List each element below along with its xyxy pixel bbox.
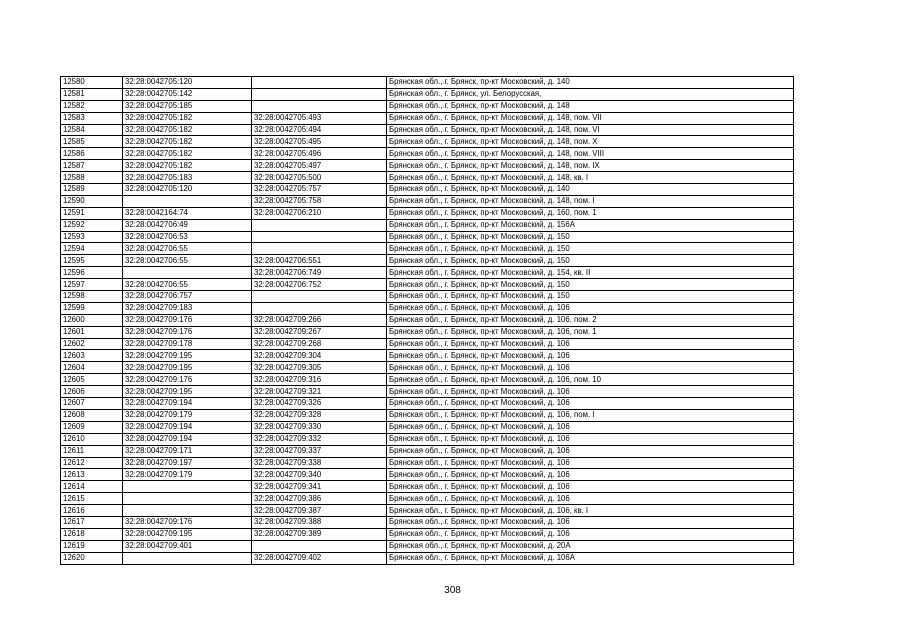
address-cell: Брянская обл., г. Брянск, пр-кт Московский, д. 106 <box>387 457 794 469</box>
table-row <box>61 457 794 469</box>
table-row <box>61 136 794 148</box>
table-row <box>61 552 794 564</box>
row-number-cell: 12610 <box>61 433 123 445</box>
land-cadastral-number-cell: 32:28:0042706:49 <box>123 219 252 231</box>
row-number-cell: 12616 <box>61 505 123 517</box>
land-cadastral-number-cell <box>123 195 252 207</box>
address-cell: Брянская обл., г. Брянск, пр-кт Московский, д. 106, пом. 1 <box>387 326 794 338</box>
land-cadastral-number-cell: 32:28:0042705:142 <box>123 88 252 100</box>
table-row <box>61 231 794 243</box>
address-cell: Брянская обл., г. Брянск, пр-кт Московский, д. 106, пом. I <box>387 409 794 421</box>
object-cadastral-number-cell: 32:28:0042705:757 <box>252 184 387 196</box>
address-cell: Брянская обл., г. Брянск, пр-кт Московский, д. 148, пом. X <box>387 136 794 148</box>
object-cadastral-number-cell: 32:28:0042705:496 <box>252 148 387 160</box>
object-cadastral-number-cell: 32:28:0042706:752 <box>252 279 387 291</box>
object-cadastral-number-cell: 32:28:0042705:758 <box>252 195 387 207</box>
land-cadastral-number-cell: 32:28:0042709:195 <box>123 386 252 398</box>
land-cadastral-number-cell: 32:28:0042705:182 <box>123 160 252 172</box>
object-cadastral-number-cell: 32:28:0042709:341 <box>252 481 387 493</box>
land-cadastral-number-cell: 32:28:0042705:185 <box>123 100 252 112</box>
object-cadastral-number-cell: 32:28:0042705:500 <box>252 172 387 184</box>
address-cell: Брянская обл., г. Брянск, пр-кт Московский, д. 106 <box>387 528 794 540</box>
object-cadastral-number-cell: 32:28:0042706:749 <box>252 267 387 279</box>
object-cadastral-number-cell: 32:28:0042709:316 <box>252 374 387 386</box>
address-cell: Брянская обл., г. Брянск, пр-кт Московский, д. 106 <box>387 338 794 350</box>
table-row <box>61 112 794 124</box>
address-cell: Брянская обл., г. Брянск, пр-кт Московский, д. 106 <box>387 433 794 445</box>
row-number-cell: 12592 <box>61 219 123 231</box>
address-cell: Брянская обл., г. Брянск, пр-кт Московский, д. 150 <box>387 291 794 303</box>
address-cell: Брянская обл., г. Брянск, пр-кт Московский, д. 150 <box>387 255 794 267</box>
table-row <box>61 267 794 279</box>
table-row <box>61 195 794 207</box>
address-cell: Брянская обл., г. Брянск, пр-кт Московский, д. 106 <box>387 493 794 505</box>
object-cadastral-number-cell: 32:28:0042705:493 <box>252 112 387 124</box>
object-cadastral-number-cell: 32:28:0042709:389 <box>252 528 387 540</box>
table-row <box>61 540 794 552</box>
object-cadastral-number-cell: 32:28:0042709:328 <box>252 409 387 421</box>
address-cell: Брянская обл., г. Брянск, пр-кт Московский, д. 148, пом. I <box>387 195 794 207</box>
land-cadastral-number-cell <box>123 552 252 564</box>
land-cadastral-number-cell: 32:28:0042709:176 <box>123 516 252 528</box>
address-cell: Брянская обл., г. Брянск, пр-кт Московский, д. 106 <box>387 481 794 493</box>
table-row <box>61 505 794 517</box>
land-cadastral-number-cell: 32:28:0042709:195 <box>123 362 252 374</box>
object-cadastral-number-cell: 32:28:0042706:551 <box>252 255 387 267</box>
row-number-cell: 12583 <box>61 112 123 124</box>
address-cell: Брянская обл., г. Брянск, пр-кт Московский, д. 106, пом. 2 <box>387 314 794 326</box>
land-cadastral-number-cell: 32:28:0042709:197 <box>123 457 252 469</box>
object-cadastral-number-cell: 32:28:0042709:386 <box>252 493 387 505</box>
row-number-cell: 12611 <box>61 445 123 457</box>
table-row <box>61 184 794 196</box>
land-cadastral-number-cell <box>123 481 252 493</box>
land-cadastral-number-cell: 32:28:0042164:74 <box>123 207 252 219</box>
row-number-cell: 12590 <box>61 195 123 207</box>
table-row <box>61 374 794 386</box>
object-cadastral-number-cell <box>252 88 387 100</box>
address-cell: Брянская обл., г. Брянск, пр-кт Московский, д. 160, пом. 1 <box>387 207 794 219</box>
table-row <box>61 148 794 160</box>
table-row <box>61 160 794 172</box>
row-number-cell: 12600 <box>61 314 123 326</box>
registry-table <box>60 76 794 565</box>
object-cadastral-number-cell <box>252 77 387 89</box>
land-cadastral-number-cell: 32:28:0042705:183 <box>123 172 252 184</box>
object-cadastral-number-cell: 32:28:0042705:495 <box>252 136 387 148</box>
address-cell: Брянская обл., г. Брянск, пр-кт Московский, д. 106А <box>387 552 794 564</box>
row-number-cell: 12604 <box>61 362 123 374</box>
table-row <box>61 302 794 314</box>
address-cell: Брянская обл., г. Брянск, пр-кт Московский, д. 148, пом. VI <box>387 124 794 136</box>
object-cadastral-number-cell: 32:28:0042709:330 <box>252 421 387 433</box>
object-cadastral-number-cell: 32:28:0042709:337 <box>252 445 387 457</box>
table-row <box>61 481 794 493</box>
land-cadastral-number-cell: 32:28:0042709:179 <box>123 469 252 481</box>
table-row <box>61 433 794 445</box>
row-number-cell: 12596 <box>61 267 123 279</box>
land-cadastral-number-cell: 32:28:0042709:194 <box>123 433 252 445</box>
page-number: 308 <box>444 585 461 596</box>
land-cadastral-number-cell: 32:28:0042709:183 <box>123 302 252 314</box>
row-number-cell: 12581 <box>61 88 123 100</box>
land-cadastral-number-cell: 32:28:0042705:182 <box>123 112 252 124</box>
row-number-cell: 12613 <box>61 469 123 481</box>
object-cadastral-number-cell: 32:28:0042709:326 <box>252 398 387 410</box>
table-row <box>61 88 794 100</box>
land-cadastral-number-cell: 32:28:0042705:120 <box>123 184 252 196</box>
table-row <box>61 469 794 481</box>
address-cell: Брянская обл., г. Брянск, пр-кт Московский, д. 106 <box>387 386 794 398</box>
table-row <box>61 445 794 457</box>
address-cell: Брянская обл., г. Брянск, пр-кт Московский, д. 150 <box>387 243 794 255</box>
object-cadastral-number-cell <box>252 219 387 231</box>
row-number-cell: 12617 <box>61 516 123 528</box>
land-cadastral-number-cell: 32:28:0042709:195 <box>123 528 252 540</box>
address-cell: Брянская обл., г. Брянск, пр-кт Московский, д. 106 <box>387 421 794 433</box>
land-cadastral-number-cell: 32:28:0042706:757 <box>123 291 252 303</box>
table-row <box>61 421 794 433</box>
object-cadastral-number-cell: 32:28:0042709:267 <box>252 326 387 338</box>
row-number-cell: 12612 <box>61 457 123 469</box>
object-cadastral-number-cell: 32:28:0042709:387 <box>252 505 387 517</box>
address-cell: Брянская обл., г. Брянск, пр-кт Московский, д. 106, кв. I <box>387 505 794 517</box>
land-cadastral-number-cell <box>123 493 252 505</box>
table-row <box>61 326 794 338</box>
row-number-cell: 12602 <box>61 338 123 350</box>
row-number-cell: 12603 <box>61 350 123 362</box>
table-row <box>61 124 794 136</box>
object-cadastral-number-cell: 32:28:0042709:340 <box>252 469 387 481</box>
object-cadastral-number-cell: 32:28:0042709:304 <box>252 350 387 362</box>
object-cadastral-number-cell: 32:28:0042709:402 <box>252 552 387 564</box>
row-number-cell: 12586 <box>61 148 123 160</box>
land-cadastral-number-cell: 32:28:0042709:178 <box>123 338 252 350</box>
table-row <box>61 386 794 398</box>
land-cadastral-number-cell: 32:28:0042709:171 <box>123 445 252 457</box>
row-number-cell: 12598 <box>61 291 123 303</box>
table-row <box>61 398 794 410</box>
table-row <box>61 279 794 291</box>
object-cadastral-number-cell: 32:28:0042706:210 <box>252 207 387 219</box>
land-cadastral-number-cell: 32:28:0042705:120 <box>123 77 252 89</box>
land-cadastral-number-cell: 32:28:0042706:55 <box>123 279 252 291</box>
table-row <box>61 362 794 374</box>
object-cadastral-number-cell: 32:28:0042709:338 <box>252 457 387 469</box>
row-number-cell: 12606 <box>61 386 123 398</box>
table-row <box>61 516 794 528</box>
land-cadastral-number-cell <box>123 267 252 279</box>
row-number-cell: 12618 <box>61 528 123 540</box>
row-number-cell: 12593 <box>61 231 123 243</box>
table-row <box>61 409 794 421</box>
land-cadastral-number-cell: 32:28:0042706:53 <box>123 231 252 243</box>
land-cadastral-number-cell: 32:28:0042709:179 <box>123 409 252 421</box>
row-number-cell: 12597 <box>61 279 123 291</box>
table-row <box>61 291 794 303</box>
land-cadastral-number-cell: 32:28:0042709:194 <box>123 421 252 433</box>
row-number-cell: 12584 <box>61 124 123 136</box>
table-row <box>61 338 794 350</box>
row-number-cell: 12585 <box>61 136 123 148</box>
object-cadastral-number-cell <box>252 100 387 112</box>
land-cadastral-number-cell: 32:28:0042709:401 <box>123 540 252 552</box>
object-cadastral-number-cell: 32:28:0042709:266 <box>252 314 387 326</box>
address-cell: Брянская обл., г. Брянск, пр-кт Московский, д. 106 <box>387 516 794 528</box>
address-cell: Брянская обл., г. Брянск, пр-кт Московский, д. 106, пом. 10 <box>387 374 794 386</box>
object-cadastral-number-cell: 32:28:0042709:332 <box>252 433 387 445</box>
table-row <box>61 493 794 505</box>
row-number-cell: 12599 <box>61 302 123 314</box>
row-number-cell: 12582 <box>61 100 123 112</box>
row-number-cell: 12608 <box>61 409 123 421</box>
row-number-cell: 12587 <box>61 160 123 172</box>
table-row <box>61 172 794 184</box>
object-cadastral-number-cell <box>252 291 387 303</box>
table-row <box>61 350 794 362</box>
row-number-cell: 12595 <box>61 255 123 267</box>
object-cadastral-number-cell <box>252 302 387 314</box>
address-cell: Брянская обл., г. Брянск, пр-кт Московский, д. 148, пом. IX <box>387 160 794 172</box>
row-number-cell: 12615 <box>61 493 123 505</box>
object-cadastral-number-cell: 32:28:0042709:321 <box>252 386 387 398</box>
land-cadastral-number-cell: 32:28:0042709:176 <box>123 314 252 326</box>
land-cadastral-number-cell: 32:28:0042709:195 <box>123 350 252 362</box>
address-cell: Брянская обл., г. Брянск, пр-кт Московский, д. 140 <box>387 184 794 196</box>
registry-table-body <box>61 77 794 565</box>
row-number-cell: 12607 <box>61 398 123 410</box>
address-cell: Брянская обл., г. Брянск, пр-кт Московский, д. 106 <box>387 350 794 362</box>
object-cadastral-number-cell <box>252 231 387 243</box>
land-cadastral-number-cell: 32:28:0042705:182 <box>123 148 252 160</box>
row-number-cell: 12609 <box>61 421 123 433</box>
object-cadastral-number-cell <box>252 243 387 255</box>
land-cadastral-number-cell: 32:28:0042705:182 <box>123 124 252 136</box>
address-cell: Брянская обл., г. Брянск, пр-кт Московский, д. 148, кв. I <box>387 172 794 184</box>
row-number-cell: 12588 <box>61 172 123 184</box>
address-cell: Брянская обл., г. Брянск, пр-кт Московский, д. 154, кв. II <box>387 267 794 279</box>
table-row <box>61 528 794 540</box>
object-cadastral-number-cell: 32:28:0042705:497 <box>252 160 387 172</box>
land-cadastral-number-cell: 32:28:0042706:55 <box>123 255 252 267</box>
object-cadastral-number-cell: 32:28:0042709:305 <box>252 362 387 374</box>
row-number-cell: 12589 <box>61 184 123 196</box>
land-cadastral-number-cell: 32:28:0042706:55 <box>123 243 252 255</box>
table-row <box>61 219 794 231</box>
row-number-cell: 12601 <box>61 326 123 338</box>
object-cadastral-number-cell: 32:28:0042705:494 <box>252 124 387 136</box>
address-cell: Брянская обл., г. Брянск, пр-кт Московский, д. 148, пом. VIII <box>387 148 794 160</box>
address-cell: Брянская обл., г. Брянск, пр-кт Московский, д. 156А <box>387 219 794 231</box>
table-row <box>61 314 794 326</box>
row-number-cell: 12614 <box>61 481 123 493</box>
row-number-cell: 12605 <box>61 374 123 386</box>
address-cell: Брянская обл., г. Брянск, пр-кт Московский, д. 150 <box>387 231 794 243</box>
address-cell: Брянская обл., г. Брянск, пр-кт Московский, д. 106 <box>387 469 794 481</box>
address-cell: Брянская обл., г. Брянск, пр-кт Московский, д. 106 <box>387 302 794 314</box>
row-number-cell: 12594 <box>61 243 123 255</box>
table-row <box>61 243 794 255</box>
object-cadastral-number-cell <box>252 540 387 552</box>
row-number-cell: 12580 <box>61 77 123 89</box>
address-cell: Брянская обл., г. Брянск, пр-кт Московский, д. 140 <box>387 77 794 89</box>
address-cell: Брянская обл., г. Брянск, пр-кт Московский, д. 106 <box>387 362 794 374</box>
table-row <box>61 255 794 267</box>
table-row <box>61 100 794 112</box>
land-cadastral-number-cell: 32:28:0042709:176 <box>123 374 252 386</box>
land-cadastral-number-cell <box>123 505 252 517</box>
address-cell: Брянская обл., г. Брянск, пр-кт Московский, д. 106 <box>387 445 794 457</box>
object-cadastral-number-cell: 32:28:0042709:388 <box>252 516 387 528</box>
table-row <box>61 77 794 89</box>
table-row <box>61 207 794 219</box>
address-cell: Брянская обл., г. Брянск, пр-кт Московский, д. 20А <box>387 540 794 552</box>
row-number-cell: 12619 <box>61 540 123 552</box>
row-number-cell: 12591 <box>61 207 123 219</box>
land-cadastral-number-cell: 32:28:0042709:176 <box>123 326 252 338</box>
address-cell: Брянская обл., г. Брянск, пр-кт Московский, д. 150 <box>387 279 794 291</box>
row-number-cell: 12620 <box>61 552 123 564</box>
address-cell: Брянская обл., г. Брянск, пр-кт Московский, д. 148 <box>387 100 794 112</box>
address-cell: Брянская обл., г. Брянск, пр-кт Московский, д. 148, пом. VII <box>387 112 794 124</box>
land-cadastral-number-cell: 32:28:0042709:194 <box>123 398 252 410</box>
address-cell: Брянская обл., г. Брянск, ул. Белорусская, <box>387 88 794 100</box>
address-cell: Брянская обл., г. Брянск, пр-кт Московский, д. 106 <box>387 398 794 410</box>
land-cadastral-number-cell: 32:28:0042705:182 <box>123 136 252 148</box>
object-cadastral-number-cell: 32:28:0042709:268 <box>252 338 387 350</box>
